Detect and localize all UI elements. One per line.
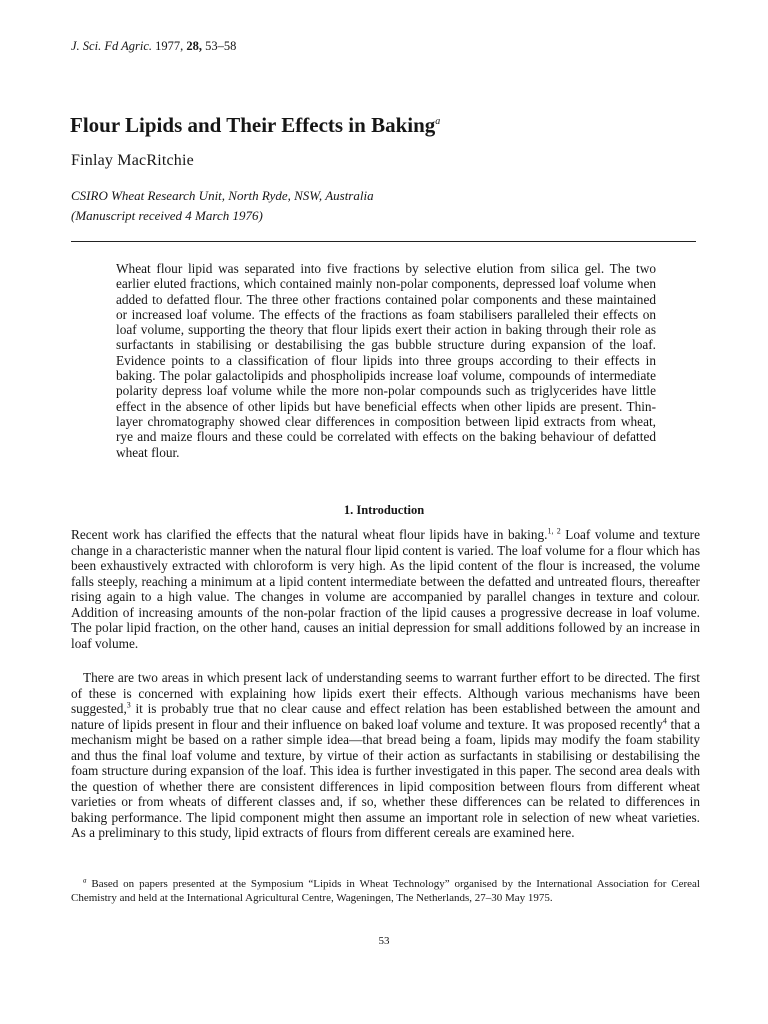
footnote-mark: a bbox=[83, 876, 87, 885]
intro-paragraph-2 bbox=[71, 670, 700, 841]
intro-p2-text-b: it is probably true that no clear cause and effect relation has been established between the amount and nature of lipids present in flour and their influence on baked loaf volume and texture. It was proposed recently bbox=[71, 701, 700, 732]
article-title bbox=[70, 113, 440, 138]
intro-p2-text-a: There are two areas in which present lack of understanding seems to warrant further effort to be directed. The first of these is concerned with explaining how lipids exert their effects. Although various mechanisms have been suggested, bbox=[71, 670, 700, 716]
author-name: Finlay MacRitchie bbox=[71, 152, 194, 169]
author-affiliation: CSIRO Wheat Research Unit, North Ryde, NSW, Australia bbox=[71, 188, 374, 203]
page-number: 53 bbox=[378, 935, 390, 947]
citation-ref: 4 bbox=[662, 716, 667, 726]
title-footnote-mark: a bbox=[435, 116, 441, 127]
article-title-text: Flour Lipids and Their Effects in Baking bbox=[70, 113, 436, 137]
header-divider bbox=[71, 241, 696, 242]
section-heading-introduction: 1. Introduction bbox=[343, 503, 425, 517]
abstract: Wheat flour lipid was separated into five fractions by selective elution from silica gel. The two earlier eluted fractions, which contained mainly non-polar components, depressed loaf volume when added to defatted flour. The three other fractions contained polar components and these maintained or increased loaf volume. The effects of the fractions as foam stabilisers paralleled their effects on loaf volume, supporting the theory that flour lipids exert their action in baking through their role as surfactants in stabilising or destabilising the gas bubble structure during expansion of the loaf. Evidence points to a classification of flour lipids into three groups according to their effects in baking. The polar galactolipids and phospholipids increase loaf volume, compounds of intermediate polarity depress loaf volume while the more non-polar compounds such as triglycerides have little effect in the absence of other lipids but have beneficial effects when other lipids are present. Thin-layer chromatography showed clear differences in composition between lipid extracts from wheat, rye and maize flours and these could be correlated with effects on the baking behaviour of defatted wheat flour. bbox=[116, 261, 656, 460]
citation-ref: 3 bbox=[126, 700, 131, 710]
journal-citation bbox=[71, 39, 236, 54]
intro-p1-text-b: Loaf volume and texture change in a characteristic manner when the natural flour lipid content is varied. The loaf volume for a flour which has been exhaustively extracted with chloroform is very high. As the lipid content of the flour is increased, the volume falls steeply, reaching a minimum at a lipid content intermediate between the defatted and untreated flours, thereafter rising again to a high value. The changes in volume are accompanied by parallel changes in texture and colour. Addition of increasing amounts of the non-polar fraction of the lipid causes a progressive decrease in loaf volume. The polar lipid fraction, on the other hand, causes an initial depression for small additions followed by an increase in loaf volume. bbox=[71, 527, 700, 651]
journal-volume: 28, bbox=[186, 39, 202, 53]
journal-year: 1977, bbox=[155, 39, 184, 53]
footnote bbox=[71, 878, 700, 905]
journal-pages: 53–58 bbox=[205, 39, 237, 53]
intro-p1-text-a: Recent work has clarified the effects that the natural wheat flour lipids have in baking. bbox=[71, 527, 548, 542]
journal-name: J. Sci. Fd Agric. bbox=[71, 39, 152, 53]
manuscript-received: (Manuscript received 4 March 1976) bbox=[71, 208, 263, 223]
footnote-text: Based on papers presented at the Symposium “Lipids in Wheat Technology” organised by the International Association for Cereal Chemistry and held at the International Agricultural Centre, Wageningen, The Netherlands, 27–30 May 1975. bbox=[71, 878, 700, 904]
citation-ref: 1, 2 bbox=[547, 526, 561, 536]
intro-paragraph-1 bbox=[71, 527, 700, 651]
intro-p2-text-c: that a mechanism might be based on a rather simple idea—that bread being a foam, lipids may modify the foam stability and thus the final loaf volume and texture, by virtue of their action as surfactants in stabilising or destabilising the foam structure during expansion of the loaf. This idea is further investigated in this paper. The second area deals with the question of whether there are consistent differences in lipid composition between flours from different wheat varieties or from wheats of different classes and, if so, whether these differences can be related to differences in baking performance. The lipid component might then assume an important role in selection of new wheat varieties. As a preliminary to this study, lipid extracts of flours from different cereals are examined here. bbox=[71, 716, 700, 840]
